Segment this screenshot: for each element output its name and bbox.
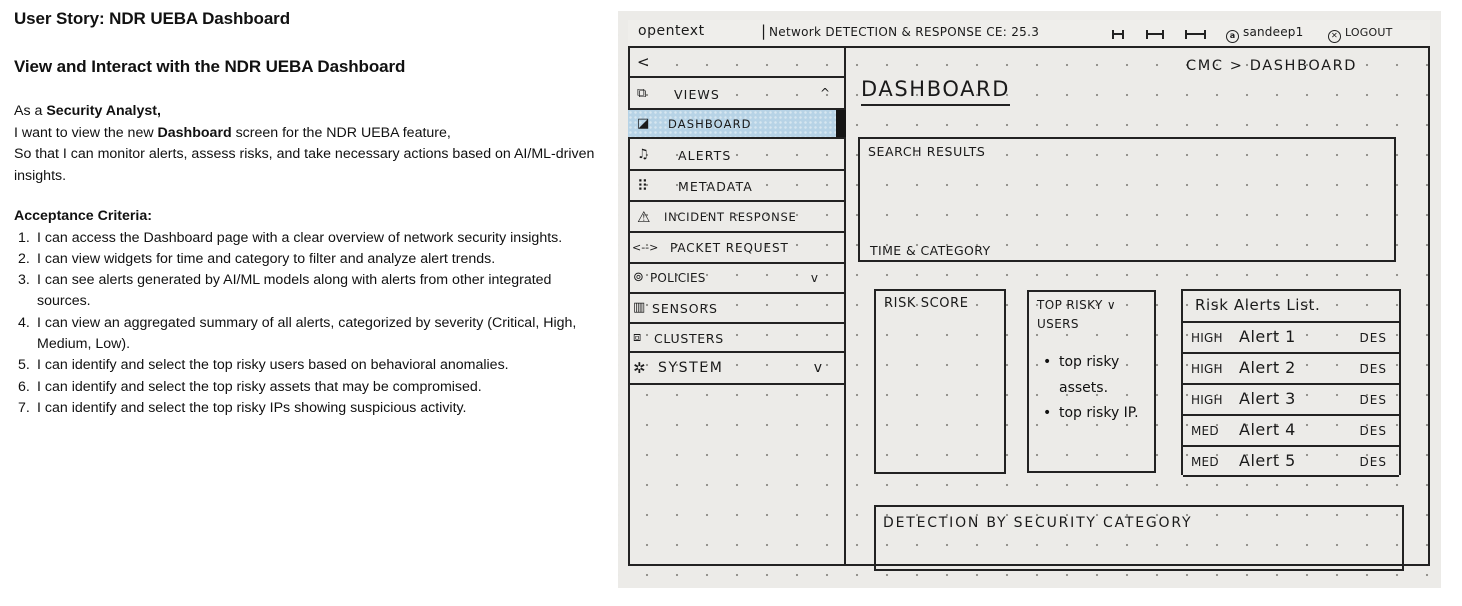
role-suffix: , [157,103,161,119]
criteria-text: I can identify and select the top risky users based on behavioral anomalies. [37,357,509,374]
shield-icon: ⊚ [633,270,644,285]
risk-alerts-list-widget [1181,289,1401,475]
severity-badge: HIGH [1191,362,1223,376]
chevron-down-icon: v [810,271,818,285]
criteria-number: 6. [18,378,30,395]
alert-description: DES [1359,393,1387,407]
criteria-text: I can access the Dashboard page with a clear overview of network security insights. [37,229,563,246]
sidebar-item-incident-response[interactable] [628,202,844,233]
gear-icon: ✲ [633,359,646,377]
sidebar-item-label: VIEWS [674,87,720,102]
breadcrumb[interactable]: CMC > DASHBOARD [1186,58,1358,74]
close-circle-icon: ✕ [1328,30,1341,43]
sidebar-item-packet-request[interactable] [628,233,844,264]
criteria-item [14,377,604,398]
detection-by-category-widget [874,505,1404,571]
header-icon-placeholder-1[interactable] [1112,30,1124,39]
page-title: DASHBOARD [861,77,1010,106]
criteria-item [14,270,604,313]
criteria-text: I can identify and select the top risky IPs showing suspicious activity. [37,399,467,416]
criteria-item [14,398,604,419]
chevron-left-icon: < [637,53,650,71]
acceptance-criteria-list [14,228,604,420]
option-label: top risky IP. [1059,405,1139,421]
sidebar-item-sensors[interactable] [628,294,844,324]
severity-badge: HIGH [1191,331,1223,345]
sidebar-item-label: PACKET REQUEST [670,241,789,255]
severity-badge: MED [1191,455,1219,469]
alert-row[interactable] [1183,323,1399,354]
user-menu[interactable] [1226,25,1303,43]
criteria-item [14,228,604,249]
severity-badge: MED [1191,424,1219,438]
sidebar-item-label: DASHBOARD [668,117,752,131]
header-icon-placeholder-3[interactable] [1185,30,1206,39]
option-top-risky-assets[interactable] [1041,350,1154,401]
search-results-title: SEARCH RESULTS [868,144,986,159]
alert-description: DES [1359,362,1387,376]
logout-label: LOGOUT [1345,26,1393,39]
product-name: Network DETECTION & RESPONSE CE: 25.3 [769,25,1040,39]
grid-icon: ⠿ [637,177,648,195]
story-so-that: So that I can monitor alerts, assess risks, and take necessary actions based on AI/ML-driven insights. [14,146,595,184]
alert-row[interactable] [1183,354,1399,385]
search-results-widget [858,137,1396,262]
alert-description: DES [1359,331,1387,345]
sidebar-item-label: SYSTEM [658,360,724,376]
sidebar-collapse-button[interactable] [628,48,844,78]
username: sandeep1 [1243,25,1304,39]
role-prefix: As a [14,103,47,119]
sidebar-item-label: INCIDENT RESPONSE [664,210,797,224]
want-prefix: I want to view the new [14,124,158,141]
option-top-risky-ip[interactable] [1041,401,1154,427]
criteria-item [14,355,604,376]
top-risky-users-widget [1027,290,1156,473]
header-separator: | [761,22,767,40]
chart-icon: ◪ [637,116,650,131]
wireframe-sketch [618,11,1441,588]
criteria-number: 3. [18,272,30,289]
sidebar-item-system[interactable] [628,353,844,385]
detection-title: DETECTION BY SECURITY CATEGORY [883,515,1193,531]
sidebar-item-label: METADATA [678,179,753,194]
alert-name: Alert 5 [1239,451,1296,470]
chevron-down-icon: v [813,360,822,376]
sidebar-item-label: CLUSTERS [654,331,724,346]
criteria-number: 2. [18,250,30,267]
risk-score-title: RISK SCORE [884,296,969,311]
logout-button[interactable] [1328,26,1393,43]
top-risky-dropdown[interactable]: TOP RISKY ∨ USERS [1037,298,1117,331]
alert-row[interactable] [1183,385,1399,416]
severity-badge: HIGH [1191,393,1223,407]
opentext-logo[interactable]: opentext [638,23,705,39]
top-header-bar [628,20,1430,48]
want-suffix: screen for the NDR UEBA feature, [231,124,451,141]
sidebar-item-alerts[interactable] [628,139,844,171]
bell-icon: ♫ [637,147,649,162]
sidebar-item-label: SENSORS [652,301,718,316]
bullet-icon: • [1043,354,1052,370]
risk-alerts-header [1183,291,1399,323]
criteria-number: 1. [18,229,30,246]
story-subtitle: View and Interact with the NDR UEBA Dashboard [14,57,406,76]
alert-description: DES [1359,455,1387,469]
sidebar-item-metadata[interactable] [628,171,844,202]
criteria-text: I can identify and select the top risky assets that may be compromised. [37,378,482,395]
cluster-icon: ⧈ [633,330,642,345]
story-title: User Story: NDR UEBA Dashboard [14,9,290,28]
time-category-filter[interactable]: TIME & CATEGORY [870,243,991,258]
criteria-item [14,249,604,270]
hierarchy-icon: ⧉ [637,86,647,101]
acceptance-criteria-title: Acceptance Criteria: [14,208,152,224]
risk-score-widget [874,289,1006,474]
sidebar-item-dashboard[interactable] [628,110,844,139]
alert-name: Alert 1 [1239,327,1296,346]
sidebar-item-label: POLICIES [650,271,706,285]
sidebar-item-clusters[interactable] [628,324,844,353]
alert-row[interactable] [1183,416,1399,447]
top-risky-options [1041,350,1154,427]
bullet-icon: • [1043,405,1052,421]
criteria-number: 7. [18,399,30,416]
sidebar-item-views[interactable] [628,78,844,110]
alert-description: DES [1359,424,1387,438]
criteria-number: 4. [18,314,30,331]
criteria-number: 5. [18,357,30,374]
story-role [14,101,604,123]
criteria-text: I can view an aggregated summary of all alerts, categorized by severity (Critical, High, Medium, Low). [37,314,577,352]
criteria-text: I can view widgets for time and category to filter and analyze alert trends. [37,250,496,267]
alert-name: Alert 4 [1239,420,1296,439]
sidebar-item-label: ALERTS [678,148,732,163]
sidebar-item-policies[interactable] [628,264,844,294]
criteria-item [14,313,604,356]
arrows-icon: <--> [632,241,659,254]
alert-name: Alert 3 [1239,389,1296,408]
story-want [14,123,604,145]
active-indicator [836,110,846,137]
sidebar-nav [628,48,846,566]
risk-alerts-title: Risk Alerts List. [1195,296,1321,314]
user-story-document [14,8,604,419]
alert-row[interactable] [1183,447,1399,477]
option-label: top risky assets. [1059,354,1120,396]
chevron-up-icon: ^ [819,86,830,100]
header-icon-placeholder-2[interactable] [1146,30,1164,39]
warning-icon: ⚠ [637,208,651,226]
criteria-text: I can see alerts generated by AI/ML models along with alerts from other integrated sources. [37,272,552,310]
alert-name: Alert 2 [1239,358,1296,377]
role: Security Analyst [46,103,157,119]
want-emphasis: Dashboard [157,124,232,141]
bar-chart-icon: ▥ [633,300,646,315]
user-icon: a [1226,30,1239,43]
